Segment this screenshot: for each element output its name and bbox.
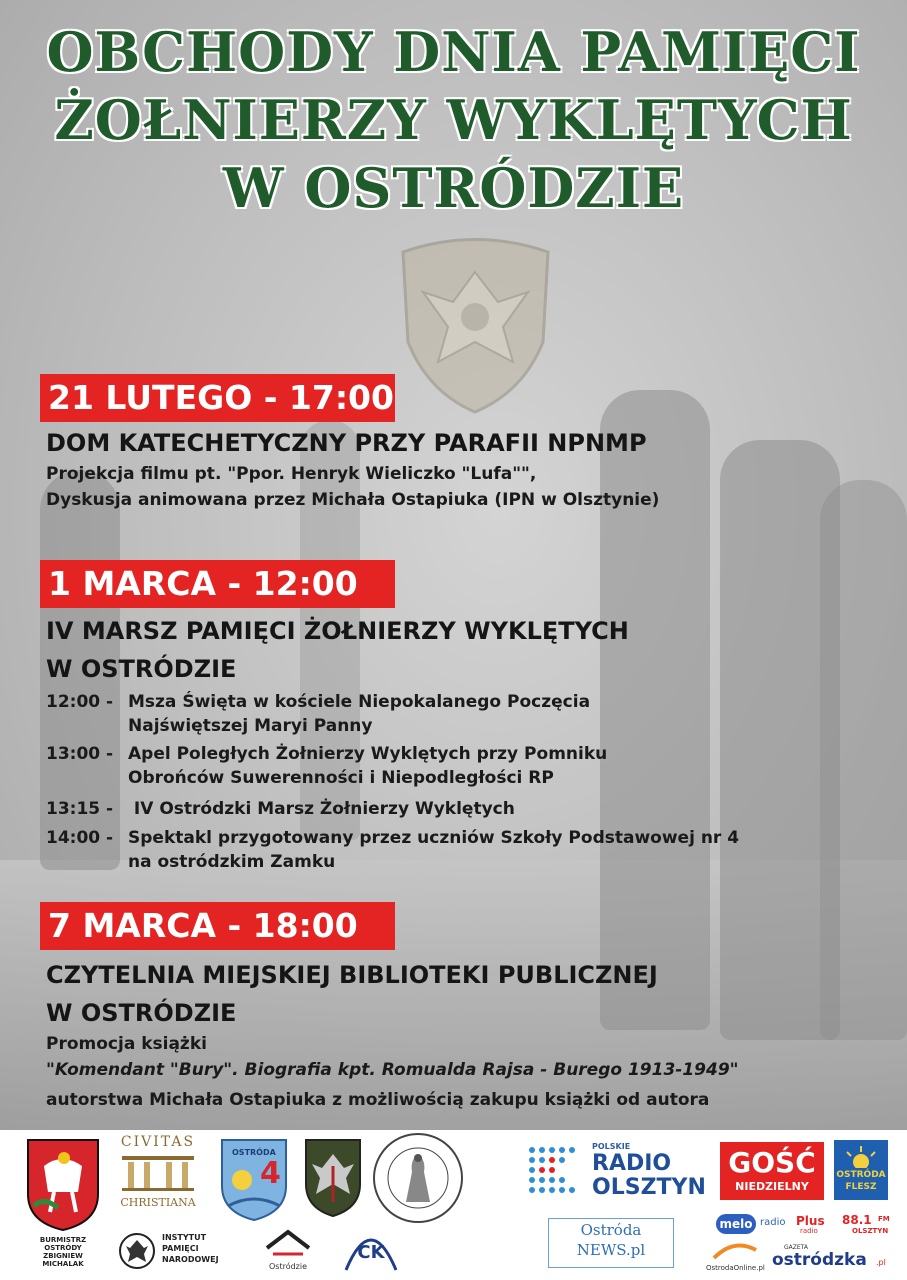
schedule-time: 12:00 - <box>46 692 114 712</box>
sp4-number: 4 <box>260 1156 281 1191</box>
background-figure <box>820 480 907 1040</box>
title-line-2: ŻOŁNIERZY WYKLĘTYCH <box>54 88 853 152</box>
event-1-place: DOM KATECHETYCZNY PRZY PARAFII NPNMP <box>46 429 647 457</box>
swoosh-icon <box>712 1242 758 1262</box>
eagle-emblem-icon <box>393 232 558 417</box>
event-3-title-line-1: CZYTELNIA MIEJSKIEJ BIBLIOTEKI PUBLICZNEJ <box>46 961 658 989</box>
niedzielny-text: NIEDZIELNY <box>735 1180 809 1193</box>
ostrodzka-pl-text: .pl <box>876 1258 886 1267</box>
event-1-date-badge: 21 LUTEGO - 17:00 <box>40 374 395 422</box>
radio-small-text: POLSKIE <box>592 1142 631 1151</box>
title-line-3: W OSTRÓDZIE <box>222 156 685 220</box>
sun-icon <box>834 1140 888 1168</box>
flesz-text-2: FLESZ <box>845 1182 877 1192</box>
fm-unit: FM <box>878 1215 890 1223</box>
sp4-school-logo <box>218 1136 290 1222</box>
civitas-christiana-logo <box>112 1134 204 1209</box>
ostrodzka-text: ostródzka <box>772 1250 867 1270</box>
gosc-text: GOŚĆ <box>728 1146 816 1179</box>
ck-text: CK <box>357 1242 385 1263</box>
event-3-book-title: "Komendant "Bury". Biografia kpt. Romualda Rajsa - Burego 1913-1949" <box>46 1060 739 1080</box>
schedule-text: Msza Święta w kościele Niepokalanego Poczęcia <box>128 692 591 712</box>
background-figure <box>600 390 710 1030</box>
ostroda-news-logo <box>548 1218 674 1268</box>
fm-city: OLSZTYN <box>852 1227 889 1235</box>
madonna-seal-icon <box>372 1132 464 1224</box>
ostroda-coat-of-arms-logo <box>24 1136 102 1268</box>
columns-icon <box>118 1150 198 1192</box>
plus-text: Plus <box>796 1214 825 1228</box>
building-icon <box>263 1228 313 1258</box>
event-1-line-2: Dyskusja animowana przez Michała Ostapiuka (IPN w Olsztynie) <box>46 490 660 510</box>
schedule-text-cont: Obrońców Suwerenności i Niepodległości RP <box>128 768 554 788</box>
parish-seal-logo <box>372 1132 464 1224</box>
fm-number: 88.1 <box>842 1213 872 1227</box>
schedule-text: Apel Poległych Żołnierzy Wyklętych przy Pomniku <box>128 744 608 764</box>
event-3-date-badge: 7 MARCA - 18:00 <box>40 902 395 950</box>
schedule-text: IV Ostródzki Marsz Żołnierzy Wyklętych <box>128 799 515 819</box>
schedule-time: 13:15 - <box>46 799 114 819</box>
schedule-time: 14:00 - <box>46 828 114 848</box>
melo-text: melo <box>716 1214 756 1234</box>
schedule-text-cont: Najświętszej Maryi Panny <box>128 716 373 736</box>
event-3-line-1: Promocja książki <box>46 1034 207 1054</box>
news-text-1: Ostróda <box>580 1221 642 1239</box>
title-line-1: OBCHODY DNIA PAMIĘCI <box>46 20 861 84</box>
schedule-item <box>46 690 590 738</box>
schedule-text-cont: na ostródzkim Zamku <box>128 852 336 872</box>
event-3-title-line-2: W OSTRÓDZIE <box>46 999 237 1027</box>
ostroda-flesz-logo <box>834 1140 888 1200</box>
melo-radio-text: radio <box>760 1217 786 1228</box>
radio-olsztyn-logo <box>526 1140 722 1204</box>
school-building-logo <box>256 1228 320 1274</box>
event-2-title-line-1: IV MARSZ PAMIĘCI ŻOŁNIERZY WYKLĘTYCH <box>46 617 629 645</box>
radio-text-2: OLSZTYN <box>592 1175 706 1200</box>
event-1-line-1: Projekcja filmu pt. "Ppor. Henryk Wieliczko "Lufa"", <box>46 464 537 484</box>
news-text-2: NEWS.pl <box>576 1241 646 1259</box>
sponsors-footer <box>0 1130 907 1280</box>
ck-logo <box>340 1220 402 1272</box>
event-2-title-line-2: W OSTRÓDZIE <box>46 655 237 683</box>
schedule-text: Spektakl przygotowany przez uczniów Szkoły Podstawowej nr 4 <box>128 828 740 848</box>
ipn-line-3: NARODOWEJ <box>162 1255 219 1264</box>
event-3-line-3: autorstwa Michała Ostapiuka z możliwością zakupu książki od autora <box>46 1090 710 1110</box>
eagle-seal-icon <box>118 1232 156 1270</box>
schedule-item <box>46 797 515 821</box>
radio-text-1: RADIO <box>592 1151 672 1176</box>
flesz-text-1: OSTRÓDA <box>836 1170 886 1180</box>
online-text: OstrodaOnline.pl <box>706 1264 765 1272</box>
sp4-top-text: OSTRÓDA <box>232 1148 276 1157</box>
event-2-date-badge: 1 MARCA - 12:00 <box>40 560 395 608</box>
schedule-time: 13:00 - <box>46 744 114 764</box>
gazeta-text: GAZETA <box>784 1244 808 1251</box>
online-gazeta-logos <box>706 1242 902 1278</box>
burmistrz-name: ZBIGNIEW MICHALAK <box>42 1252 84 1268</box>
christiana-text: CHRISTIANA <box>120 1196 196 1209</box>
civitas-text: CIVITAS <box>120 1134 196 1150</box>
ipn-line-2: PAMIĘCI <box>162 1244 199 1253</box>
radio-dots-icon <box>526 1144 582 1200</box>
schedule-item <box>46 742 607 790</box>
plus-radio-text: radio <box>800 1227 818 1235</box>
shield-icon <box>24 1136 102 1232</box>
ipn-line-1: INSTYTUT <box>162 1233 207 1242</box>
liceum-text: Ostródzie <box>268 1262 308 1271</box>
eagle-shield-icon <box>302 1136 364 1218</box>
ipn-logo <box>118 1230 228 1272</box>
military-unit-logo <box>302 1136 364 1218</box>
burmistrz-label: BURMISTRZ OSTRÓDY <box>39 1236 87 1252</box>
melo-plus-radio-logos <box>716 1212 902 1238</box>
gosc-niedzielny-logo <box>720 1142 824 1200</box>
schedule-item <box>46 826 739 874</box>
